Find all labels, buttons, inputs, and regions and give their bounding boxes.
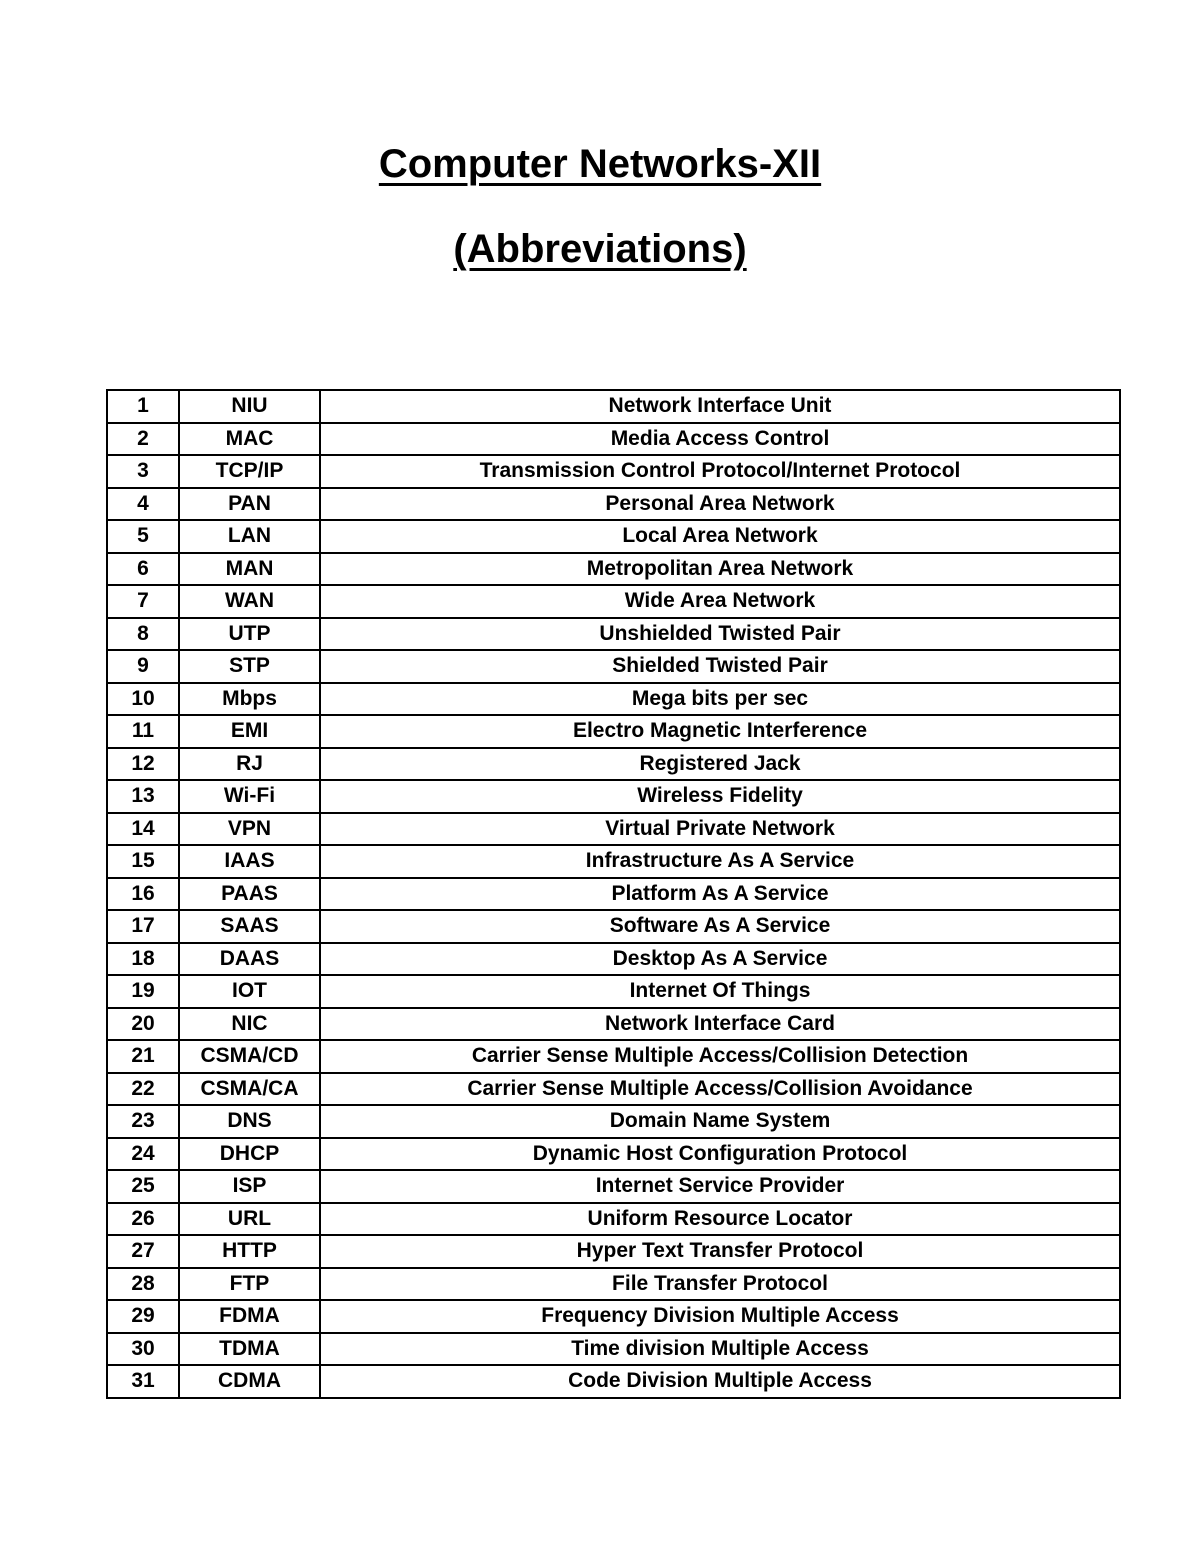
abbreviation-cell: CSMA/CA	[179, 1073, 320, 1106]
row-number-cell: 23	[107, 1105, 179, 1138]
full-form-cell: Media Access Control	[320, 423, 1120, 456]
table-row	[107, 748, 1120, 781]
abbreviation-cell: STP	[179, 650, 320, 683]
full-form-cell: Internet Service Provider	[320, 1170, 1120, 1203]
row-number-cell: 22	[107, 1073, 179, 1106]
abbreviation-cell: URL	[179, 1203, 320, 1236]
row-number-cell: 26	[107, 1203, 179, 1236]
row-number-cell: 14	[107, 813, 179, 846]
full-form-cell: Carrier Sense Multiple Access/Collision Avoidance	[320, 1073, 1120, 1106]
full-form-cell: Infrastructure As A Service	[320, 845, 1120, 878]
table-row	[107, 1040, 1120, 1073]
abbreviation-cell: LAN	[179, 520, 320, 553]
row-number-cell: 31	[107, 1365, 179, 1398]
row-number-cell: 2	[107, 423, 179, 456]
row-number-cell: 20	[107, 1008, 179, 1041]
row-number-cell: 27	[107, 1235, 179, 1268]
abbreviation-cell: HTTP	[179, 1235, 320, 1268]
full-form-cell: Carrier Sense Multiple Access/Collision Detection	[320, 1040, 1120, 1073]
row-number-cell: 5	[107, 520, 179, 553]
row-number-cell: 18	[107, 943, 179, 976]
full-form-cell: Electro Magnetic Interference	[320, 715, 1120, 748]
table-row	[107, 1268, 1120, 1301]
abbreviation-cell: DAAS	[179, 943, 320, 976]
row-number-cell: 29	[107, 1300, 179, 1333]
row-number-cell: 8	[107, 618, 179, 651]
table-row	[107, 1235, 1120, 1268]
table-row	[107, 1008, 1120, 1041]
table-row	[107, 455, 1120, 488]
table-row	[107, 910, 1120, 943]
abbreviation-cell: EMI	[179, 715, 320, 748]
table-row	[107, 780, 1120, 813]
table-row	[107, 878, 1120, 911]
page-subtitle: (Abbreviations)	[453, 227, 747, 271]
row-number-cell: 24	[107, 1138, 179, 1171]
row-number-cell: 21	[107, 1040, 179, 1073]
abbreviation-cell: FTP	[179, 1268, 320, 1301]
abbreviation-cell: MAC	[179, 423, 320, 456]
table-row	[107, 1170, 1120, 1203]
abbreviation-cell: RJ	[179, 748, 320, 781]
table-row	[107, 1073, 1120, 1106]
full-form-cell: Platform As A Service	[320, 878, 1120, 911]
row-number-cell: 1	[107, 390, 179, 423]
full-form-cell: Domain Name System	[320, 1105, 1120, 1138]
abbreviation-cell: PAN	[179, 488, 320, 521]
row-number-cell: 19	[107, 975, 179, 1008]
row-number-cell: 4	[107, 488, 179, 521]
full-form-cell: Transmission Control Protocol/Internet Protocol	[320, 455, 1120, 488]
row-number-cell: 3	[107, 455, 179, 488]
row-number-cell: 13	[107, 780, 179, 813]
abbreviations-table	[106, 389, 1121, 1399]
row-number-cell: 30	[107, 1333, 179, 1366]
full-form-cell: Software As A Service	[320, 910, 1120, 943]
table-row	[107, 1105, 1120, 1138]
full-form-cell: Frequency Division Multiple Access	[320, 1300, 1120, 1333]
row-number-cell: 15	[107, 845, 179, 878]
full-form-cell: Wide Area Network	[320, 585, 1120, 618]
full-form-cell: Metropolitan Area Network	[320, 553, 1120, 586]
table-row	[107, 943, 1120, 976]
table-row	[107, 553, 1120, 586]
abbreviation-cell: PAAS	[179, 878, 320, 911]
table-row	[107, 520, 1120, 553]
table-row	[107, 715, 1120, 748]
full-form-cell: Code Division Multiple Access	[320, 1365, 1120, 1398]
table-row	[107, 1138, 1120, 1171]
row-number-cell: 10	[107, 683, 179, 716]
abbreviation-cell: MAN	[179, 553, 320, 586]
full-form-cell: Virtual Private Network	[320, 813, 1120, 846]
abbreviation-cell: UTP	[179, 618, 320, 651]
full-form-cell: Shielded Twisted Pair	[320, 650, 1120, 683]
abbreviation-cell: WAN	[179, 585, 320, 618]
table-row	[107, 683, 1120, 716]
full-form-cell: Unshielded Twisted Pair	[320, 618, 1120, 651]
full-form-cell: Mega bits per sec	[320, 683, 1120, 716]
full-form-cell: Uniform Resource Locator	[320, 1203, 1120, 1236]
abbreviation-cell: CSMA/CD	[179, 1040, 320, 1073]
row-number-cell: 25	[107, 1170, 179, 1203]
abbreviation-cell: IAAS	[179, 845, 320, 878]
abbreviations-table-body	[107, 390, 1120, 1398]
abbreviation-cell: TDMA	[179, 1333, 320, 1366]
abbreviation-cell: NIU	[179, 390, 320, 423]
row-number-cell: 16	[107, 878, 179, 911]
full-form-cell: Desktop As A Service	[320, 943, 1120, 976]
full-form-cell: Dynamic Host Configuration Protocol	[320, 1138, 1120, 1171]
table-row	[107, 1300, 1120, 1333]
abbreviation-cell: ISP	[179, 1170, 320, 1203]
table-row	[107, 650, 1120, 683]
abbreviation-cell: VPN	[179, 813, 320, 846]
abbreviation-cell: CDMA	[179, 1365, 320, 1398]
abbreviation-cell: TCP/IP	[179, 455, 320, 488]
table-row	[107, 1203, 1120, 1236]
full-form-cell: Local Area Network	[320, 520, 1120, 553]
table-row	[107, 1333, 1120, 1366]
full-form-cell: Registered Jack	[320, 748, 1120, 781]
abbreviation-cell: FDMA	[179, 1300, 320, 1333]
abbreviation-cell: DNS	[179, 1105, 320, 1138]
row-number-cell: 17	[107, 910, 179, 943]
row-number-cell: 9	[107, 650, 179, 683]
table-row	[107, 1365, 1120, 1398]
abbreviation-cell: NIC	[179, 1008, 320, 1041]
full-form-cell: Time division Multiple Access	[320, 1333, 1120, 1366]
table-row	[107, 390, 1120, 423]
table-row	[107, 813, 1120, 846]
table-row	[107, 423, 1120, 456]
table-row	[107, 845, 1120, 878]
table-row	[107, 618, 1120, 651]
abbreviation-cell: IOT	[179, 975, 320, 1008]
table-row	[107, 975, 1120, 1008]
row-number-cell: 6	[107, 553, 179, 586]
table-row	[107, 488, 1120, 521]
page-title: Computer Networks-XII	[378, 142, 822, 186]
full-form-cell: Wireless Fidelity	[320, 780, 1120, 813]
abbreviation-cell: SAAS	[179, 910, 320, 943]
full-form-cell: File Transfer Protocol	[320, 1268, 1120, 1301]
full-form-cell: Hyper Text Transfer Protocol	[320, 1235, 1120, 1268]
abbreviation-cell: Mbps	[179, 683, 320, 716]
abbreviation-cell: Wi-Fi	[179, 780, 320, 813]
full-form-cell: Personal Area Network	[320, 488, 1120, 521]
row-number-cell: 28	[107, 1268, 179, 1301]
row-number-cell: 11	[107, 715, 179, 748]
row-number-cell: 7	[107, 585, 179, 618]
row-number-cell: 12	[107, 748, 179, 781]
full-form-cell: Network Interface Card	[320, 1008, 1120, 1041]
abbreviation-cell: DHCP	[179, 1138, 320, 1171]
full-form-cell: Network Interface Unit	[320, 390, 1120, 423]
full-form-cell: Internet Of Things	[320, 975, 1120, 1008]
table-row	[107, 585, 1120, 618]
